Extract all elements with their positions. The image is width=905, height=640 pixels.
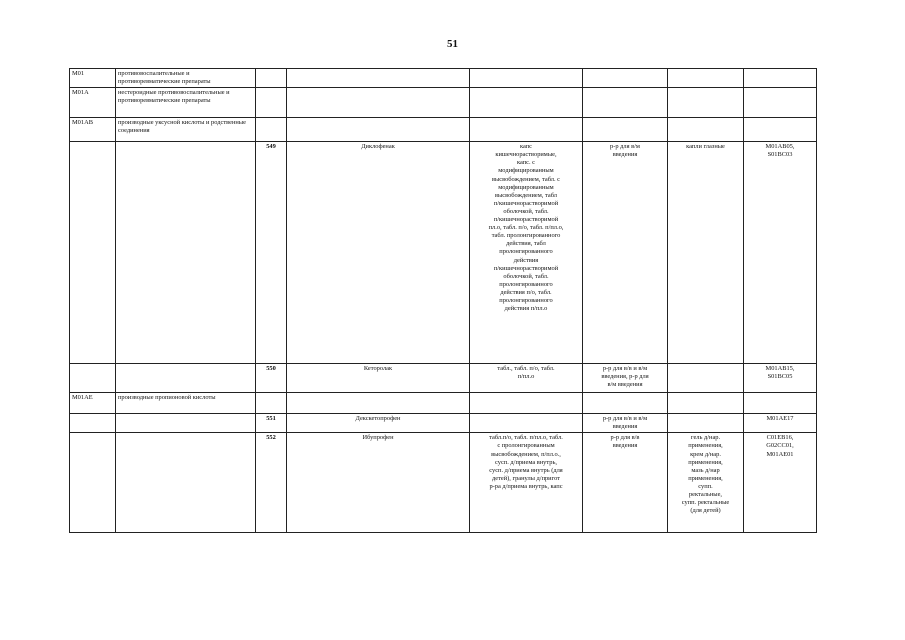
- row-number: [256, 88, 287, 118]
- other-dosage-forms: [668, 118, 744, 142]
- atc-group-code: [70, 364, 116, 393]
- atc-group-name: производные пропионовой кислоты: [116, 393, 256, 414]
- injection-forms: р-р для в/в и в/м введения, р-р для в/м введения: [583, 364, 668, 393]
- atc-group-code: [70, 433, 116, 533]
- atc-group-code: [70, 414, 116, 433]
- injection-forms: р-р для в/м введения: [583, 142, 668, 364]
- drug-name: [287, 88, 470, 118]
- row-number: 552: [256, 433, 287, 533]
- table-row: [70, 364, 817, 393]
- atc-code: [744, 393, 817, 414]
- atc-code: M01AB15, S01BC05: [744, 364, 817, 393]
- row-number: [256, 69, 287, 88]
- oral-dosage-forms: капс кишечнорастворимые, капс. с модифицированным высвобождением, табл. с модифицированным высвобождением, табл п/кишечнорастворимой оболочкой, табл. п/кишечнорастворимой пл.о, табл. п/о, табл. п/пл.о, табл. пролонгированного действия, табл пролонгированного действия п/кишечнорастворимой оболочкой, табл. пролонгированного действия п/о, табл. пролонгированного действия п/пл.о: [470, 142, 583, 364]
- row-number: 551: [256, 414, 287, 433]
- row-number: [256, 118, 287, 142]
- oral-dosage-forms: [470, 414, 583, 433]
- row-number: 549: [256, 142, 287, 364]
- table-row: [70, 393, 817, 414]
- atc-group-code: M01A: [70, 88, 116, 118]
- other-dosage-forms: [668, 69, 744, 88]
- drug-name: Диклофенак: [287, 142, 470, 364]
- atc-group-name: [116, 364, 256, 393]
- injection-forms: р-р для в/в введения: [583, 433, 668, 533]
- other-dosage-forms: [668, 88, 744, 118]
- table-row: [70, 88, 817, 118]
- drug-name: Ибупрофен: [287, 433, 470, 533]
- row-number: 550: [256, 364, 287, 393]
- atc-group-code: M01AE: [70, 393, 116, 414]
- oral-dosage-forms: табл., табл. п/о, табл. п/пл.о: [470, 364, 583, 393]
- injection-forms: [583, 88, 668, 118]
- other-dosage-forms: гель д/нар. применения, крем д/нар. применения, мазь д/нар применения, супп. ректальные, супп. ректальные (для детей): [668, 433, 744, 533]
- atc-code: [744, 69, 817, 88]
- atc-code: [744, 88, 817, 118]
- injection-forms: [583, 393, 668, 414]
- atc-group-code: M01AB: [70, 118, 116, 142]
- table-row: [70, 414, 817, 433]
- atc-code: [744, 118, 817, 142]
- drug-name: Декскетопрофен: [287, 414, 470, 433]
- table-row: [70, 142, 817, 364]
- other-dosage-forms: [668, 414, 744, 433]
- oral-dosage-forms: табл.п/о, табл. п/пл.о, табл. с пролонгированным высвобождением, п/пл.о., сусп. д/приема внутрь, сусп. д/приема внутрь (для детей), гранулы д/пригот р-ра д/приема внутрь, капс: [470, 433, 583, 533]
- atc-group-name: [116, 142, 256, 364]
- injection-forms: р-р для в/в и в/м введения: [583, 414, 668, 433]
- table-row: [70, 433, 817, 533]
- atc-group-name: [116, 414, 256, 433]
- drug-list-table: [69, 68, 817, 533]
- atc-code: M01AE17: [744, 414, 817, 433]
- other-dosage-forms: [668, 364, 744, 393]
- atc-group-name: противовоспалительные и противоревматические препараты: [116, 69, 256, 88]
- atc-group-code: M01: [70, 69, 116, 88]
- atc-group-name: [116, 433, 256, 533]
- atc-group-code: [70, 142, 116, 364]
- other-dosage-forms: [668, 393, 744, 414]
- other-dosage-forms: капли глазные: [668, 142, 744, 364]
- drug-name: [287, 118, 470, 142]
- atc-code: M01AB05, S01BC03: [744, 142, 817, 364]
- page-number: 51: [447, 38, 458, 50]
- oral-dosage-forms: [470, 118, 583, 142]
- atc-group-name: производные уксусной кислоты и родственные соединения: [116, 118, 256, 142]
- oral-dosage-forms: [470, 69, 583, 88]
- oral-dosage-forms: [470, 88, 583, 118]
- table-row: [70, 69, 817, 88]
- injection-forms: [583, 118, 668, 142]
- drug-name: [287, 393, 470, 414]
- atc-code: C01EB16, G02CC01, M01AE01: [744, 433, 817, 533]
- drug-name: Кеторолак: [287, 364, 470, 393]
- atc-group-name: нестероидные противовоспалительные и противоревматические препараты: [116, 88, 256, 118]
- drug-name: [287, 69, 470, 88]
- table-row: [70, 118, 817, 142]
- row-number: [256, 393, 287, 414]
- injection-forms: [583, 69, 668, 88]
- oral-dosage-forms: [470, 393, 583, 414]
